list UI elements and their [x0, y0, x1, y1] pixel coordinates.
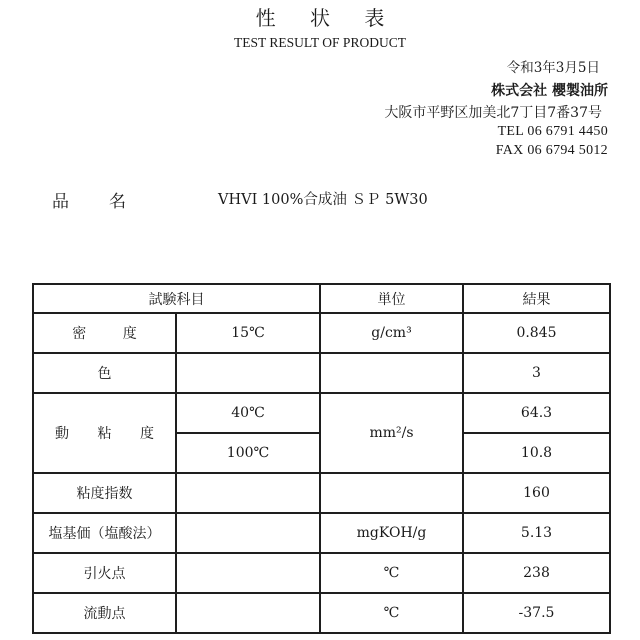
- cell-result: 5.13: [463, 513, 610, 553]
- results-table: [32, 283, 611, 634]
- cell-unit: mgKOH/g: [320, 513, 463, 553]
- table-row-pour-point: [33, 593, 610, 633]
- cell-result: 10.8: [463, 433, 610, 473]
- table-header-row: [33, 284, 610, 313]
- page-subtitle: TEST RESULT OF PRODUCT: [234, 35, 406, 50]
- cell-unit: ℃: [320, 593, 463, 633]
- cell-item: 色: [33, 353, 176, 393]
- cell-item: 塩基価（塩酸法）: [33, 513, 176, 553]
- cell-item: 粘度指数: [33, 473, 176, 513]
- table-row-flash-point: [33, 553, 610, 593]
- cell-condition: 100℃: [176, 433, 320, 473]
- table-row-base-number: [33, 513, 610, 553]
- cell-unit: [320, 353, 463, 393]
- cell-item: 動 粘 度: [33, 393, 176, 473]
- cell-condition: [176, 513, 320, 553]
- product-label: 品名: [52, 192, 166, 212]
- cell-item: 引火点: [33, 553, 176, 593]
- cell-condition: 15℃: [176, 313, 320, 353]
- cell-condition: [176, 353, 320, 393]
- cell-result: -37.5: [463, 593, 610, 633]
- cell-result: 238: [463, 553, 610, 593]
- cell-condition: [176, 553, 320, 593]
- cell-condition: [176, 473, 320, 513]
- cell-unit: ℃: [320, 553, 463, 593]
- product-name: VHVI 100%合成油 ＳＰ 5W30: [218, 192, 428, 208]
- company-name: 株式会社 櫻製油所: [491, 83, 608, 99]
- cell-result: 3: [463, 353, 610, 393]
- cell-item: 密 度: [33, 313, 176, 353]
- page-title: 性 状 表: [255, 6, 399, 30]
- header-unit: 単位: [320, 284, 463, 313]
- company-address: 大阪市平野区加美北7丁目7番37号: [384, 105, 602, 121]
- cell-condition: [176, 593, 320, 633]
- header-item: 試験科目: [33, 284, 320, 313]
- table-row-color: [33, 353, 610, 393]
- cell-condition: 40℃: [176, 393, 320, 433]
- cell-unit: mm²/s: [320, 393, 463, 473]
- cell-result: 0.845: [463, 313, 610, 353]
- company-fax: FAX 06 6794 5012: [495, 143, 608, 158]
- header-result: 結果: [463, 284, 610, 313]
- table-row-density: [33, 313, 610, 353]
- company-tel: TEL 06 6791 4450: [497, 124, 608, 139]
- table-row-viscosity-40: [33, 393, 610, 433]
- cell-result: 64.3: [463, 393, 610, 433]
- cell-unit: [320, 473, 463, 513]
- cell-result: 160: [463, 473, 610, 513]
- cell-unit: g/cm³: [320, 313, 463, 353]
- issue-date: 令和3年3月5日: [506, 60, 600, 76]
- table-row-viscosity-index: [33, 473, 610, 513]
- cell-item: 流動点: [33, 593, 176, 633]
